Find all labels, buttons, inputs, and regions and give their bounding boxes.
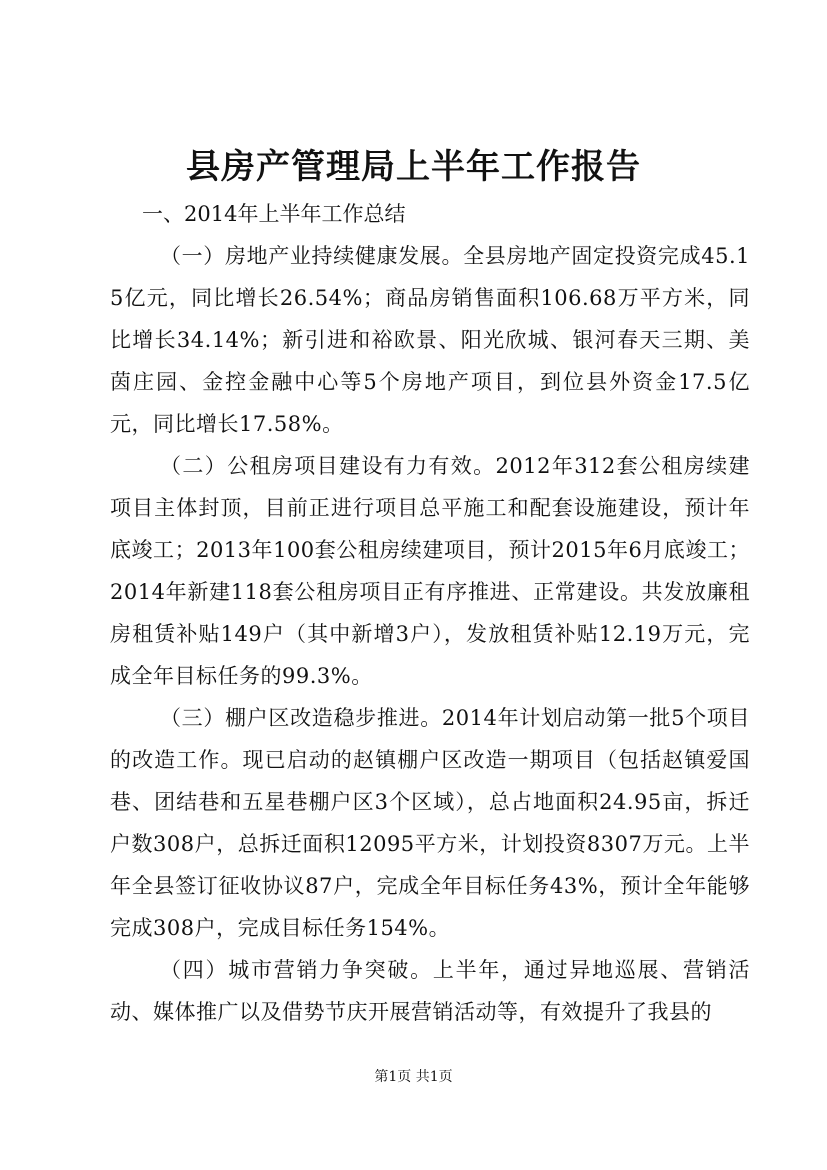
paragraph-4: （四）城市营销力争突破。上半年，通过异地巡展、营销活动、媒体推广以及借势节庆开展营销活动等，有效提升了我县的	[110, 958, 750, 1024]
paragraph-2: （二）公租房项目建设有力有效。2012年312套公租房续建项目主体封顶，目前正进行项目总平施工和配套设施建设，预计年底竣工；2013年100套公租房续建项目，预计2015年6月底竣工；2014年新建118套公租房项目正有序推进、正常建设。共发放廉租房租赁补贴149户（其中新增3户），发放租赁补贴12.19万元，完成全年目标任务的99.3%。	[110, 454, 750, 688]
document-body	[110, 193, 750, 1033]
section-heading: 一、2014年上半年工作总结	[142, 202, 406, 226]
document-title: 县房产管理局上半年工作报告	[186, 147, 641, 187]
paragraph-1: （一）房地产业持续健康发展。全县房地产固定投资完成45.15亿元，同比增长26.54%；商品房销售面积106.68万平方米，同比增长34.14%；新引进和裕欧景、阳光欣城、银河春天三期、美茵庄园、金控金融中心等5个房地产项目，到位县外资金17.5亿元，同比增长17.58%。	[110, 244, 750, 436]
paragraph-3: （三）棚户区改造稳步推进。2014年计划启动第一批5个项目的改造工作。现已启动的赵镇棚户区改造一期项目（包括赵镇爱国巷、团结巷和五星巷棚户区3个区域），总占地面积24.95亩，拆迁户数308户，总拆迁面积12095平方米，计划投资8307万元。上半年全县签订征收协议87户，完成全年目标任务43%，预计全年能够完成308户，完成目标任务154%。	[110, 706, 750, 940]
page-footer: 第1页 共1页	[374, 1069, 453, 1085]
